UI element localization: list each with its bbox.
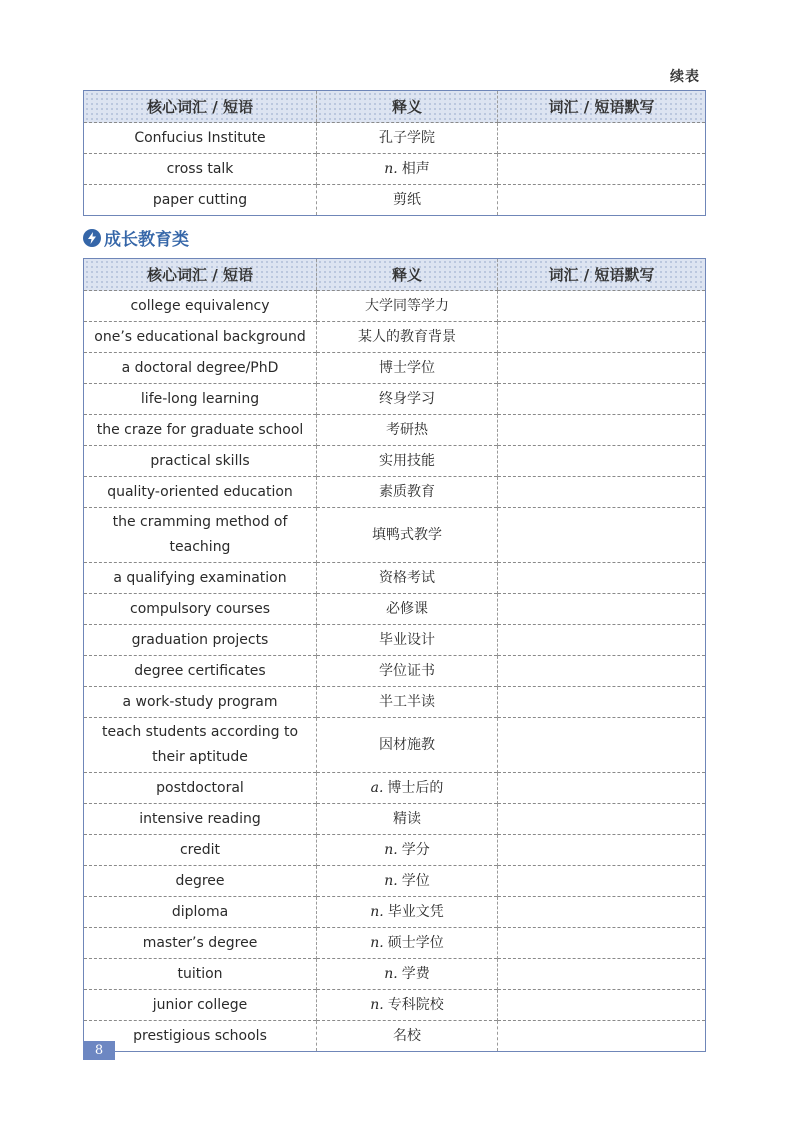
dictation-cell[interactable] [498,477,706,508]
meaning-cell [317,123,498,154]
column-header-meaning: 释义 [317,91,498,123]
table-row [84,959,706,990]
meaning-cell [317,866,498,897]
meaning-cell [317,835,498,866]
term-cell: Confucius Institute [84,123,317,154]
table-row [84,123,706,154]
vocab-table-education [83,258,706,1052]
dictation-cell[interactable] [498,291,706,322]
table-row [84,897,706,928]
table-row [84,322,706,353]
lightning-bolt-icon [83,229,101,247]
dictation-cell[interactable] [498,959,706,990]
dictation-cell[interactable] [498,718,706,773]
meaning-text: 终身学习 [379,390,435,407]
meaning-cell [317,959,498,990]
table-row [84,508,706,563]
table-row [84,866,706,897]
term-cell: junior college [84,990,317,1021]
meaning-cell [317,322,498,353]
term-cell: quality-oriented education [84,477,317,508]
meaning-cell [317,897,498,928]
table-row [84,185,706,216]
term-cell: a qualifying examination [84,563,317,594]
table-row [84,154,706,185]
dictation-cell[interactable] [498,384,706,415]
meaning-text: 孔子学院 [379,129,435,146]
table-row [84,477,706,508]
part-of-speech: n. [384,872,398,889]
dictation-cell[interactable] [498,446,706,477]
term-cell: paper cutting [84,185,317,216]
table-row [84,291,706,322]
dictation-cell[interactable] [498,185,706,216]
meaning-text: 学位 [401,872,430,889]
dictation-cell[interactable] [498,625,706,656]
table-row [84,687,706,718]
table-header-row [84,91,706,123]
meaning-text: 填鸭式教学 [372,526,442,543]
meaning-text: 博士学位 [379,359,435,376]
dictation-cell[interactable] [498,322,706,353]
table-row [84,1021,706,1052]
continued-label: 续表 [670,69,700,85]
dictation-cell[interactable] [498,1021,706,1052]
meaning-text: 剪纸 [393,191,421,208]
term-cell: compulsory courses [84,594,317,625]
term-cell: credit [84,835,317,866]
table-row [84,835,706,866]
meaning-cell [317,291,498,322]
meaning-text: 必修课 [386,600,428,617]
meaning-cell [317,384,498,415]
meaning-text: 专科院校 [387,996,444,1013]
term-cell: teach students according to their aptitude [84,718,317,773]
meaning-cell [317,928,498,959]
part-of-speech: n. [370,996,384,1013]
dictation-cell[interactable] [498,687,706,718]
meaning-text: 博士后的 [387,779,444,796]
meaning-cell [317,1021,498,1052]
meaning-cell [317,446,498,477]
column-header-meaning: 释义 [317,259,498,291]
term-cell: diploma [84,897,317,928]
meaning-text: 毕业文凭 [387,903,444,920]
table-row [84,563,706,594]
table-row [84,656,706,687]
meaning-cell [317,154,498,185]
meaning-cell [317,990,498,1021]
term-cell: a work-study program [84,687,317,718]
term-cell: tuition [84,959,317,990]
meaning-text: 资格考试 [379,569,435,586]
term-cell: life-long learning [84,384,317,415]
vocab-table-continued [83,90,706,216]
table-row [84,804,706,835]
table-row [84,384,706,415]
meaning-cell [317,773,498,804]
dictation-cell[interactable] [498,154,706,185]
column-header-term: 核心词汇 / 短语 [84,259,317,291]
dictation-cell[interactable] [498,897,706,928]
meaning-cell [317,687,498,718]
meaning-text: 某人的教育背景 [358,328,456,345]
meaning-text: 半工半读 [379,693,435,710]
part-of-speech: n. [384,841,398,858]
term-cell: postdoctoral [84,773,317,804]
term-cell: degree [84,866,317,897]
table-row [84,353,706,384]
part-of-speech: a. [370,779,384,796]
term-cell: one’s educational background [84,322,317,353]
meaning-cell [317,656,498,687]
meaning-text: 素质教育 [379,483,435,500]
meaning-text: 名校 [393,1027,421,1044]
column-header-dictation: 词汇 / 短语默写 [498,91,706,123]
meaning-cell [317,353,498,384]
meaning-text: 学费 [401,965,430,982]
table-row [84,773,706,804]
dictation-cell[interactable] [498,656,706,687]
table-row [84,718,706,773]
meaning-text: 实用技能 [379,452,435,469]
dictation-cell[interactable] [498,123,706,154]
meaning-text: 学分 [401,841,430,858]
dictation-cell[interactable] [498,508,706,563]
section-heading [83,225,189,250]
meaning-text: 相声 [401,160,430,177]
term-cell: the craze for graduate school [84,415,317,446]
part-of-speech: n. [384,965,398,982]
part-of-speech: n. [370,903,384,920]
column-header-dictation: 词汇 / 短语默写 [498,259,706,291]
dictation-cell[interactable] [498,773,706,804]
meaning-text: 精读 [393,810,421,827]
table-row [84,928,706,959]
table-row [84,625,706,656]
dictation-cell[interactable] [498,866,706,897]
column-header-term: 核心词汇 / 短语 [84,91,317,123]
term-cell: practical skills [84,446,317,477]
meaning-cell [317,508,498,563]
table-row [84,990,706,1021]
term-cell: intensive reading [84,804,317,835]
term-cell: college equivalency [84,291,317,322]
section-title: 成长教育类 [104,230,189,250]
term-cell: a doctoral degree/PhD [84,353,317,384]
dictation-cell[interactable] [498,563,706,594]
meaning-text: 因材施教 [379,736,435,753]
meaning-text: 学位证书 [379,662,435,679]
term-cell: graduation projects [84,625,317,656]
dictation-cell[interactable] [498,804,706,835]
term-cell: master’s degree [84,928,317,959]
meaning-text: 考研热 [386,421,428,438]
meaning-text: 大学同等学力 [365,297,449,314]
part-of-speech: n. [384,160,398,177]
meaning-cell [317,563,498,594]
page-number: 8 [83,1041,115,1060]
meaning-text: 毕业设计 [379,631,435,648]
term-cell: cross talk [84,154,317,185]
dictation-cell[interactable] [498,928,706,959]
dictation-cell[interactable] [498,990,706,1021]
dictation-cell[interactable] [498,353,706,384]
term-cell: degree certificates [84,656,317,687]
meaning-cell [317,625,498,656]
meaning-cell [317,804,498,835]
meaning-cell [317,594,498,625]
table-row [84,446,706,477]
meaning-cell [317,477,498,508]
table-row [84,594,706,625]
dictation-cell[interactable] [498,415,706,446]
term-cell: prestigious schools [84,1021,317,1052]
dictation-cell[interactable] [498,594,706,625]
part-of-speech: n. [370,934,384,951]
meaning-cell [317,415,498,446]
meaning-cell [317,718,498,773]
table-row [84,415,706,446]
term-cell: the cramming method of teaching [84,508,317,563]
meaning-cell [317,185,498,216]
table-header-row [84,259,706,291]
dictation-cell[interactable] [498,835,706,866]
meaning-text: 硕士学位 [387,934,444,951]
